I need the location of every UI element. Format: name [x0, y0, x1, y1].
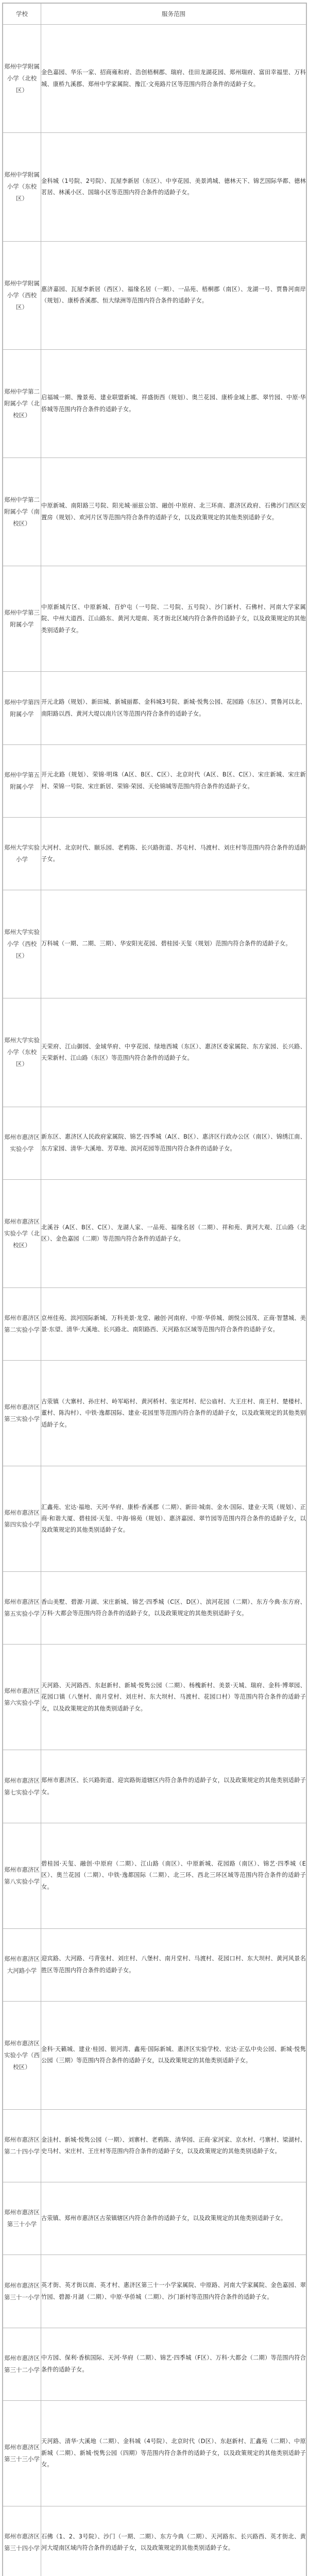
school-name: 郑州市惠济区第六实验小学 [3, 1645, 41, 1750]
service-area: 北溪谷（A区、B区、C区）、龙湖人家、一品苑、福缘名居（二期）、祥和苑、黄河大观、江山路（北区）、金色嘉园（二期）等范围内符合条件的适龄子女。 [41, 1179, 306, 1287]
table-row [3, 1107, 306, 1179]
school-name: 郑州大学实验小学（西校区） [3, 890, 41, 998]
table-row [3, 1645, 306, 1750]
school-name: 郑州市惠济区第三实验小学 [3, 1361, 41, 1466]
header-service-area: 服务范围 [41, 4, 306, 25]
service-area: 金色嘉园、华乐一家、招商雍和府、浩创梧桐郡、瑞府、佳田龙湖花园、郑州瑞府、富田幸福里、万科城、康桥九溪郡、郑州中学家属院、豫江·文苑路片区等范围内符合条件的适龄子女。 [41, 25, 306, 133]
table-row [3, 2255, 306, 2328]
table-row [3, 1361, 306, 1466]
service-area: 汇鑫苑、宏达·福地、天河·华府、康桥·香溪郡（二期）、新田·城南、金水·国际、建业·天筑（规划）、正商·和谐大厦、碧桂园·天玺、中海·锦苑（规划）、惠济嘉园、翠竹园等范围内符合条件的适龄子女，以及政策规定的其他类别适龄子女。 [41, 1466, 306, 1572]
table-row [3, 2182, 306, 2255]
school-name: 郑州市惠济区第三十二小学 [3, 2328, 41, 2400]
service-area: 香山美墅、碧源·月湖、宋庄新城、锦艺·四季城（C区、D区）、滨河花园（二期）、东方今典·东方府、万科·大都会等范围内符合条件的适龄子女，以及政策规定的其他类别适龄子女。 [41, 1572, 306, 1645]
service-area: 大河村、北京时代、颐乐园、老鸦陈、长兴路街道、苏屯村、马渡村、刘庄村等范围内符合条件的适龄子女。 [41, 817, 306, 890]
service-area: 天河路、天河路西、东赵新村、新城·悦隽公园（二期）、杨槐新村、美景·天城、瑞府、金科·博翠园、花园口镇（八堡村、南月堂村、刘庄村、东大坝村、马渡村、花园口村）等范围内符合条件的适龄子女，以及政策规定的其他类别适龄子女。 [41, 1645, 306, 1750]
school-name: 郑州市惠济区第七实验小学 [3, 1750, 41, 1823]
table-row [3, 2328, 306, 2400]
school-name: 郑州中学第五附属小学 [3, 744, 41, 817]
school-name: 郑州市惠济区第二实验小学 [3, 1288, 41, 1361]
school-name: 郑州中学附属小学（西校区） [3, 241, 41, 349]
service-area: 惠济嘉园、瓦屋李新居（西区）、福缘名居（一期）、一品苑、梧桐郡（南区）、龙湖一号、贾鲁河南岸（规划）、康桥香溪郡、恒大绿洲等范围内符合条件的适龄子女。 [41, 241, 306, 349]
table-row [3, 133, 306, 241]
service-area: 中方园、保利·香槟国际、天河·华府（二期）、锦艺·四季城（F区）、万科·大都会（二期）等范围内符合条件的适龄子女。 [41, 2328, 306, 2400]
school-name: 郑州市惠济区第三十四小学 [3, 2506, 41, 2576]
service-area: 古荥镇（大寨村、孙庄村、岭军峪村、黄河桥村、张定邦村、纪公庙村、大王庄村、南王村、楚楼村、董村、陈沟村）、中铁·逸都国际、建业·花园里等范围内符合条件的适龄子女，以及政策规定的其他类别适龄子女。 [41, 1361, 306, 1466]
service-area: 碧桂园·天玺、融创·中原府（二期）、江山路（南区）、中原新城、花园路（南区）、锦艺·四季城（E区）、奥兰花园（二期）、中铁·逸都国际（二期）、北三环、西北三环区域等范围内符合条件的适龄子女。 [41, 1823, 306, 1928]
school-name: 郑州中学第四附属小学 [3, 672, 41, 744]
school-name: 郑州中学附属小学（东校区） [3, 133, 41, 241]
service-area: 启福城一期、豫景苑、建业联盟新城、祥盛街西（规划）、奥兰花园、康桥金域上郡、翠竹园、中原·华侨城等范围内符合条件的适龄子女。 [41, 349, 306, 457]
school-name: 郑州市惠济区第五实验小学 [3, 1572, 41, 1645]
service-area: 中原新城片区、中原新城、百炉屯（一号院、二号院、五号院）、沙门新村、石佛村、河南大学家属院、中州大道西、江山路东、黄河大堤南、英才街北区域内符合条件的适龄子女，以及政策规定的其他类别适龄子女。 [41, 566, 306, 672]
school-name: 郑州市惠济区实验小学（北校区） [3, 1179, 41, 1287]
table-row [3, 241, 306, 349]
service-area: 中原新城、南阳路三号院、阳光城·丽兹公馆、融创·中原府、北三环南、惠济区政府、石佛沙门西区安置房（规划）、欢河片区等范围内符合条件的适龄子女，以及政策规定的其他类别适龄子女。 [41, 458, 306, 566]
enrollment-area-table [2, 3, 307, 2576]
service-area: 开元北路（规划）、荣锦·明珠（A区、B区、C区）、北京时代（A区、B区、C区）、宋庄新城、宋庄新村、荣锦一号院、宋庄新居、荣锦·荣园、天伦锦城等范围内符合条件的适龄子女。 [41, 744, 306, 817]
school-name: 郑州中学第二附属小学（北校区） [3, 349, 41, 457]
header-school: 学校 [3, 4, 41, 25]
service-area: 京州佳苑、滨河国际新城、万科美景·龙堂、融创·河南府、中原·华侨城、朗悦公园茂、正商·智慧城、美景·东望、清华·大溪地、长兴路北、南阳路西、天河路东区域等范围内符合条件的适龄子女。 [41, 1288, 306, 1361]
school-area-grid [3, 3, 306, 2576]
school-name: 郑州中学附属小学（北校区） [3, 25, 41, 133]
table-row [3, 349, 306, 457]
school-name: 郑州市惠济区实验小学 [3, 1107, 41, 1179]
table-row [3, 25, 306, 133]
table-row [3, 672, 306, 744]
table-row [3, 1466, 306, 1572]
table-row [3, 1288, 306, 1361]
service-area: 迎宾路、大河路、弓背张村、刘庄村、八堡村、南月堂村、马渡村、花园口村、东大坝村、黄河风景名胜区等范围内符合条件的适龄子女。 [41, 1928, 306, 2001]
table-row [3, 2110, 306, 2182]
service-area: 石佛（1、2、3号院）、沙门（一期、二期）、东方今典（二期）、天河路东、长兴路西、英才街北、黄河大堤南区域内符合条件的适龄子女，以及政策规定的其他类别适龄子女。 [41, 2506, 306, 2576]
table-body [3, 25, 306, 2576]
table-row [3, 1823, 306, 1928]
table-row [3, 744, 306, 817]
school-name: 郑州大学实验小学（东校区） [3, 998, 41, 1107]
school-name: 郑州市惠济区实验小学（西校区） [3, 2001, 41, 2109]
table-row [3, 2400, 306, 2506]
school-name: 郑州市惠济区第八实验小学 [3, 1823, 41, 1928]
service-area: 金科城（1号院、2号院）、瓦屋李新居（东区）、中亨花园、美景鸿城、德林天下、锦艺国际华都、德林茗居、林溪小区、国瑞小区等范围内符合条件的适龄子女。 [41, 133, 306, 241]
service-area: 万科城（一期、二期、三期）、华安阳光花园、碧桂园·天玺（规划）范围内符合条件的适龄子女。 [41, 890, 306, 998]
school-name: 郑州中学第二附属小学（南校区） [3, 458, 41, 566]
service-area: 古荥镇、郑州市惠济区古荥镇辖区内符合条件的适龄子女，以及政策规定的其他类别适龄子女。 [41, 2182, 306, 2255]
service-area: 天河路、清华·大溪地（二期）、金科城（4号院）、北京时代（D区）、东赵新村、汇鑫苑（二期）、中原新城（二期）、新城·悦隽公园（四期）等范围内符合条件的适龄子女，以及政策规定的其他类别适龄子女。 [41, 2400, 306, 2506]
school-name: 郑州市惠济区第三十三小学 [3, 2400, 41, 2506]
table-row [3, 458, 306, 566]
table-row [3, 2506, 306, 2576]
table-row [3, 1179, 306, 1287]
table-row [3, 817, 306, 890]
school-name: 郑州市惠济区第二十四小学 [3, 2110, 41, 2182]
service-area: 金洼村、新城·悦隽公园（一期）、刘寨村、老鸦陈、清华园、正商·家河家、京水村、弓寨村、梁湖村、史马村、宋庄村、王庄村等范围内符合条件的适龄子女，以及政策规定的其他类别适龄子女。 [41, 2110, 306, 2182]
service-area: 英才街、英才街以南、英才村、惠济区第三十一小学家属院、中原路、河南大学家属院、金色嘉园、翠竹园、碧源·月湖（二期）、中原·华侨城（二期）、沙门新村等范围内符合条件的适龄子女。 [41, 2255, 306, 2328]
table-row [3, 2001, 306, 2109]
service-area: 新东区、惠济区人民政府家属院、锦艺·四季城（A区、B区）、惠济区行政办公区（南区）、锦绣江南、东方家园、清华·大溪地、芳草地、滨河花园等范围内符合条件的适龄子女。 [41, 1107, 306, 1179]
school-name: 郑州市惠济区第四实验小学 [3, 1466, 41, 1572]
school-name: 郑州中学第三附属小学 [3, 566, 41, 672]
service-area: 开元北路（规划）、新田城、新城丽都、金科城3号院、新城·悦隽公园、花园路（东区）、贾鲁河以北、南阳路以西、黄河大堤以南片区等范围内符合条件的适龄子女。 [41, 672, 306, 744]
table-header-row [3, 4, 306, 25]
table-row [3, 1928, 306, 2001]
table-row [3, 1572, 306, 1645]
table-row [3, 1750, 306, 1823]
table-row [3, 998, 306, 1107]
table-row [3, 566, 306, 672]
school-name: 郑州市惠济区第三十小学 [3, 2182, 41, 2255]
service-area: 天荣府、江山御园、金域华府、中亨花园、绿地西城（东区）、惠济区委家属院、东方家园、长兴路、天荣新村、江山路（东区）等范围内符合条件的适龄子女。 [41, 998, 306, 1107]
service-area: 郑州市惠济区、长兴路街道、迎宾路街道辖区内符合条件的适龄子女，以及政策规定的其他类别适龄子女。 [41, 1750, 306, 1823]
service-area: 金科·天籁城、建业·桂园、银河湾、鑫苑·国际新城、惠济区实验学校、宏达·正弘中央公园、新城·悦隽公园（三期）等范围内符合条件的适龄子女，以及政策规定的其他类别适龄子女。 [41, 2001, 306, 2109]
school-name: 郑州市惠济区第三十一小学 [3, 2255, 41, 2328]
school-name: 郑州大学实验小学 [3, 817, 41, 890]
school-name: 郑州市惠济区大河路小学 [3, 1928, 41, 2001]
table-row [3, 890, 306, 998]
